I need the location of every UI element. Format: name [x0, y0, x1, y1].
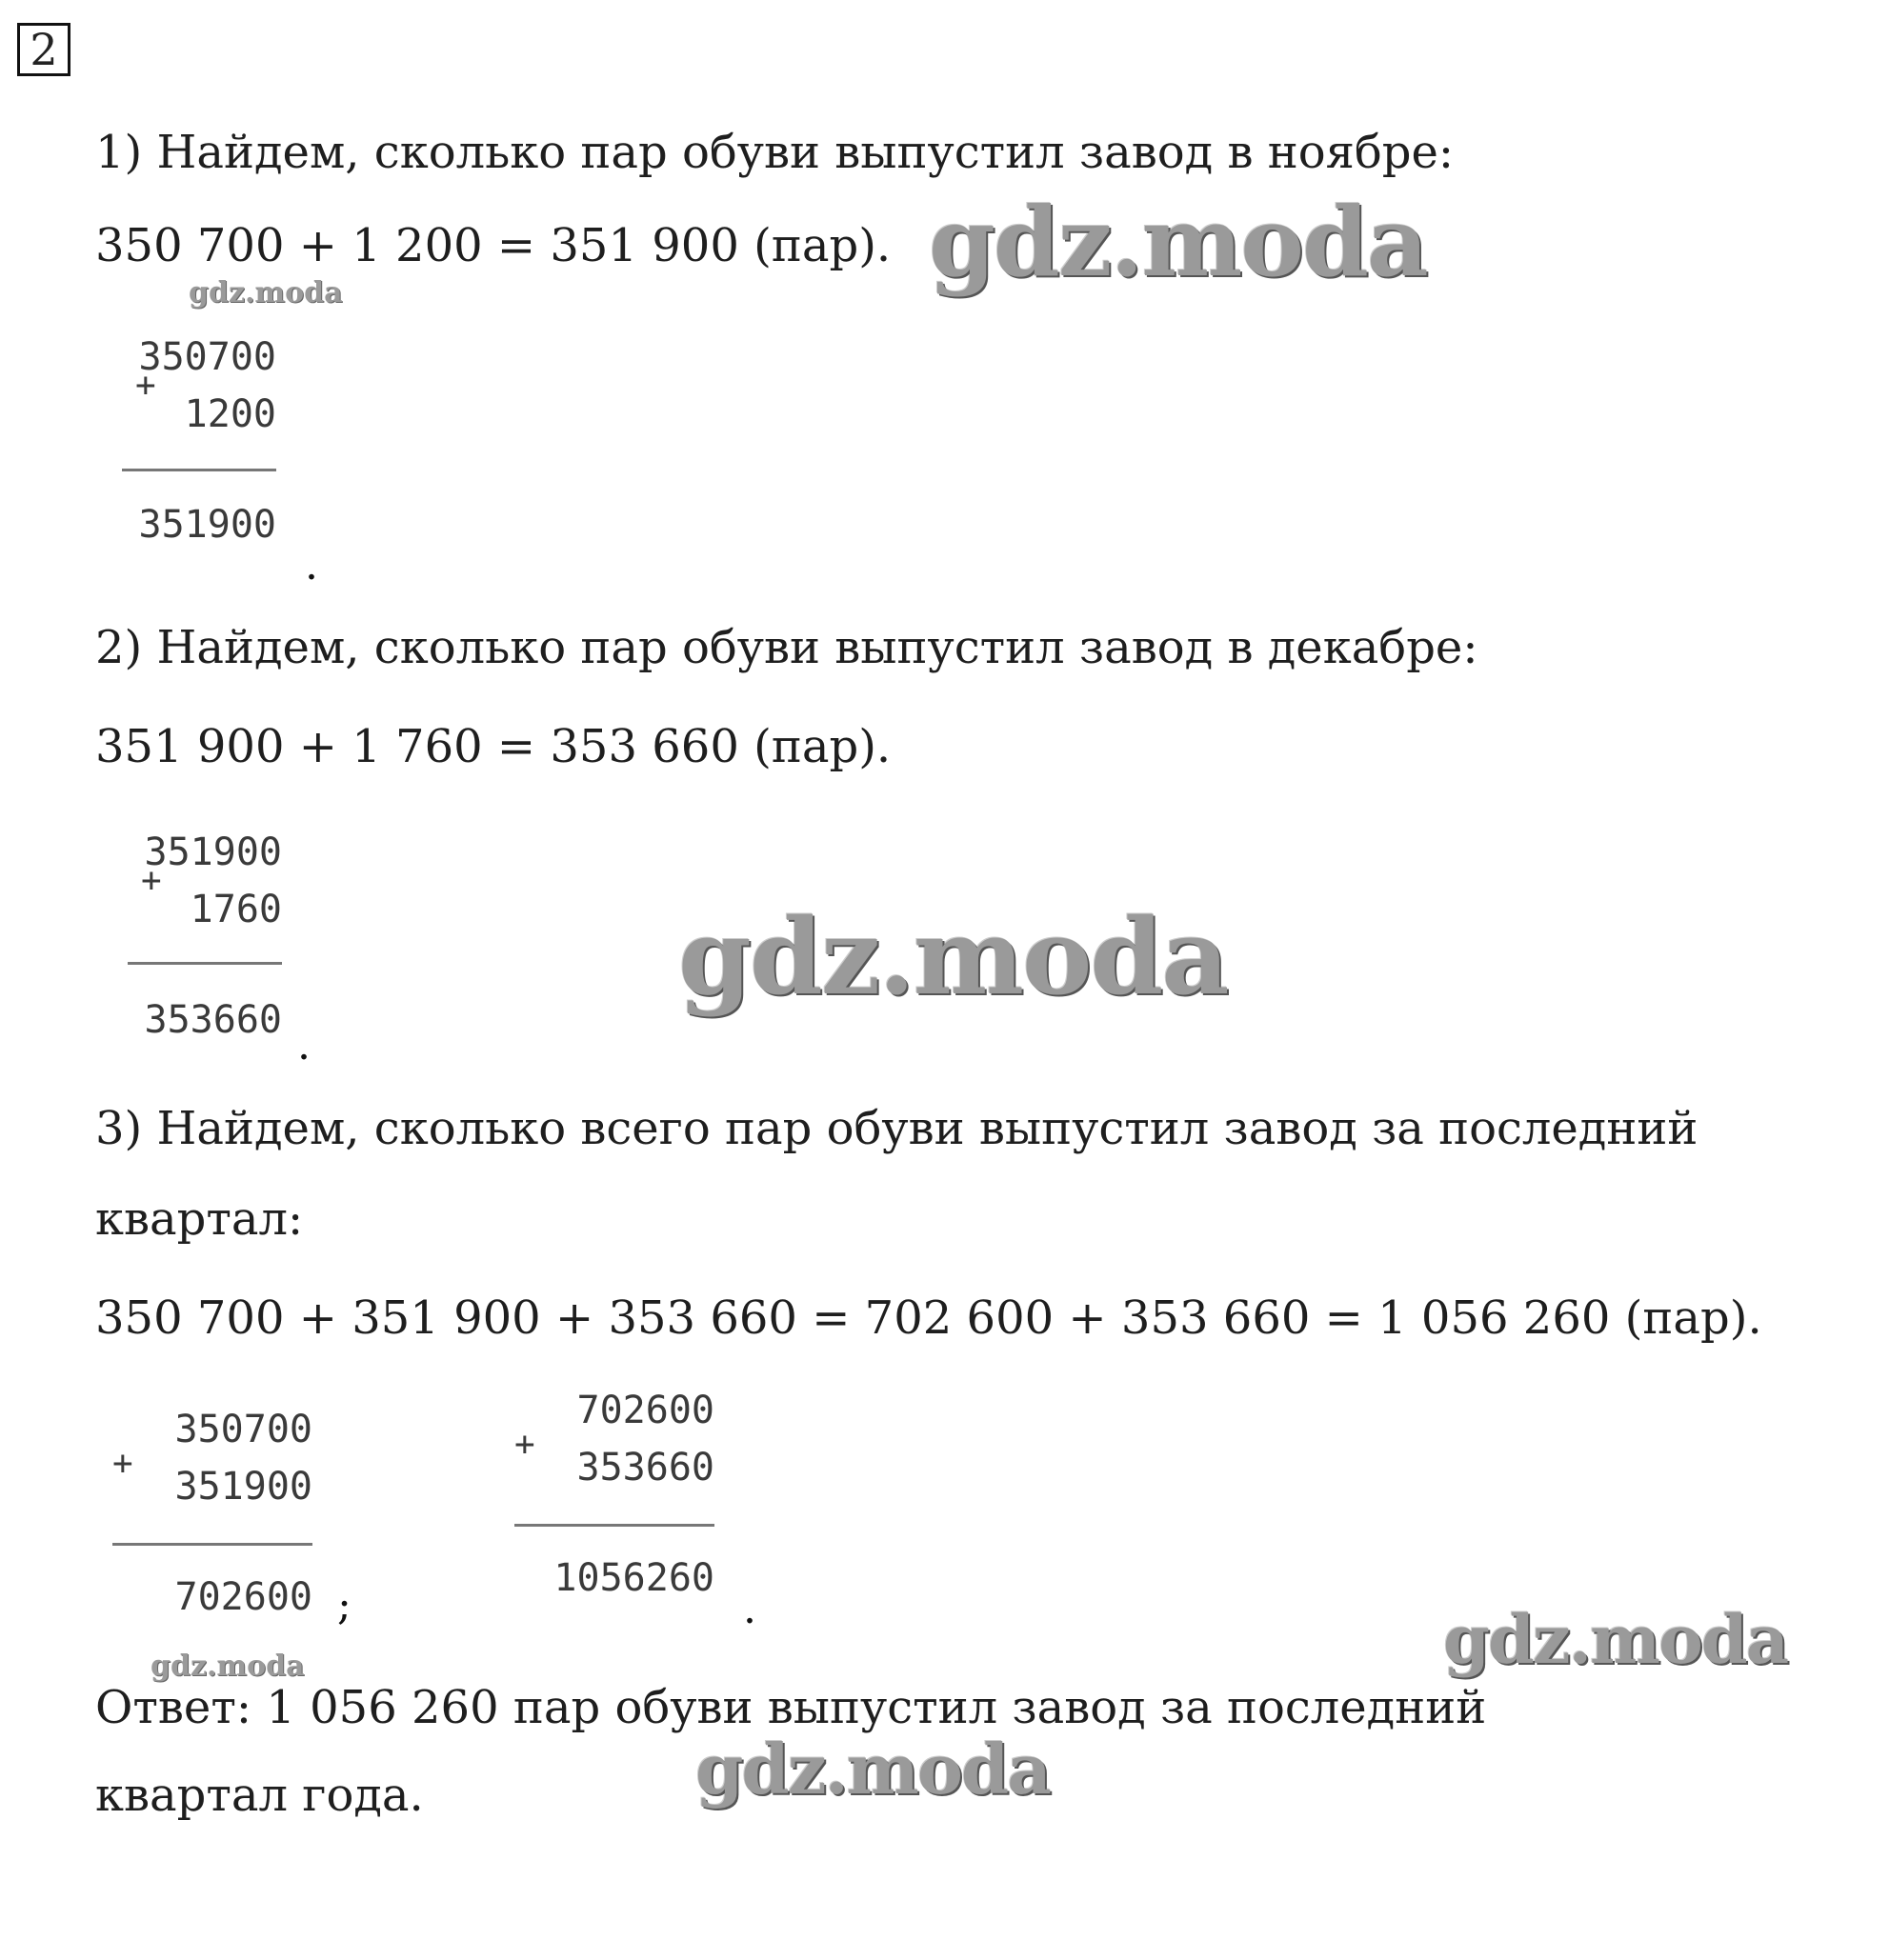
watermark-logo: gdz.moda	[695, 1729, 1050, 1810]
column-divider-line	[112, 1543, 312, 1546]
step1-equation: 350 700 + 1 200 = 351 900 (пар).	[95, 219, 892, 272]
answer-line1: Ответ: 1 056 260 пар обуви выпустил завод за последний	[95, 1681, 1487, 1734]
watermark-logo: gdz.moda	[189, 276, 343, 310]
watermark-logo: gdz.moda	[1443, 1600, 1788, 1679]
step3-separator: ;	[337, 1581, 352, 1630]
step1-end-mark: .	[305, 541, 318, 590]
column-addend-1: 350700	[138, 335, 276, 379]
step3-column-addition-1	[112, 1408, 312, 1627]
answer-line2: квартал года.	[95, 1769, 424, 1822]
column-sum: 1056260	[553, 1556, 714, 1600]
column-addend-1: 702600	[576, 1389, 714, 1432]
plus-sign: +	[112, 1444, 133, 1483]
column-addend-2: 353660	[576, 1446, 714, 1490]
column-divider-line	[128, 962, 282, 965]
step3-text-line2: квартал:	[95, 1192, 304, 1246]
step2-column-addition	[128, 830, 282, 1050]
column-divider-line	[514, 1524, 714, 1527]
step3-equation: 350 700 + 351 900 + 353 660 = 702 600 + 353 660 = 1 056 260 (пар).	[95, 1291, 1762, 1345]
task-number-box: 2	[17, 23, 70, 76]
column-addend-1: 350700	[174, 1408, 312, 1451]
step3-text-line1: 3) Найдем, сколько всего пар обуви выпустил завод за последний	[95, 1102, 1698, 1155]
watermark-logo: gdz.moda	[151, 1650, 305, 1683]
watermark-logo: gdz.moda	[929, 186, 1427, 298]
plus-sign: +	[141, 861, 162, 900]
plus-sign: +	[514, 1425, 535, 1464]
column-addend-2: 1760	[190, 888, 282, 931]
step2-equation: 351 900 + 1 760 = 353 660 (пар).	[95, 720, 892, 773]
step1-column-addition	[122, 335, 276, 554]
step1-text: 1) Найдем, сколько пар обуви выпустил завод в ноябре:	[95, 126, 1455, 179]
watermark-logo: gdz.moda	[678, 895, 1228, 1018]
step3-end-mark: .	[743, 1585, 756, 1633]
column-addend-1: 351900	[144, 830, 282, 874]
step2-end-mark: .	[297, 1021, 311, 1070]
column-divider-line	[122, 469, 276, 471]
plus-sign: +	[135, 366, 156, 405]
column-addend-2: 1200	[184, 392, 276, 436]
column-sum: 353660	[144, 998, 282, 1042]
column-sum: 351900	[138, 503, 276, 547]
column-addend-2: 351900	[174, 1465, 312, 1509]
step3-column-addition-2	[514, 1389, 714, 1608]
column-sum: 702600	[174, 1575, 312, 1619]
step2-text: 2) Найдем, сколько пар обуви выпустил завод в декабре:	[95, 621, 1478, 674]
